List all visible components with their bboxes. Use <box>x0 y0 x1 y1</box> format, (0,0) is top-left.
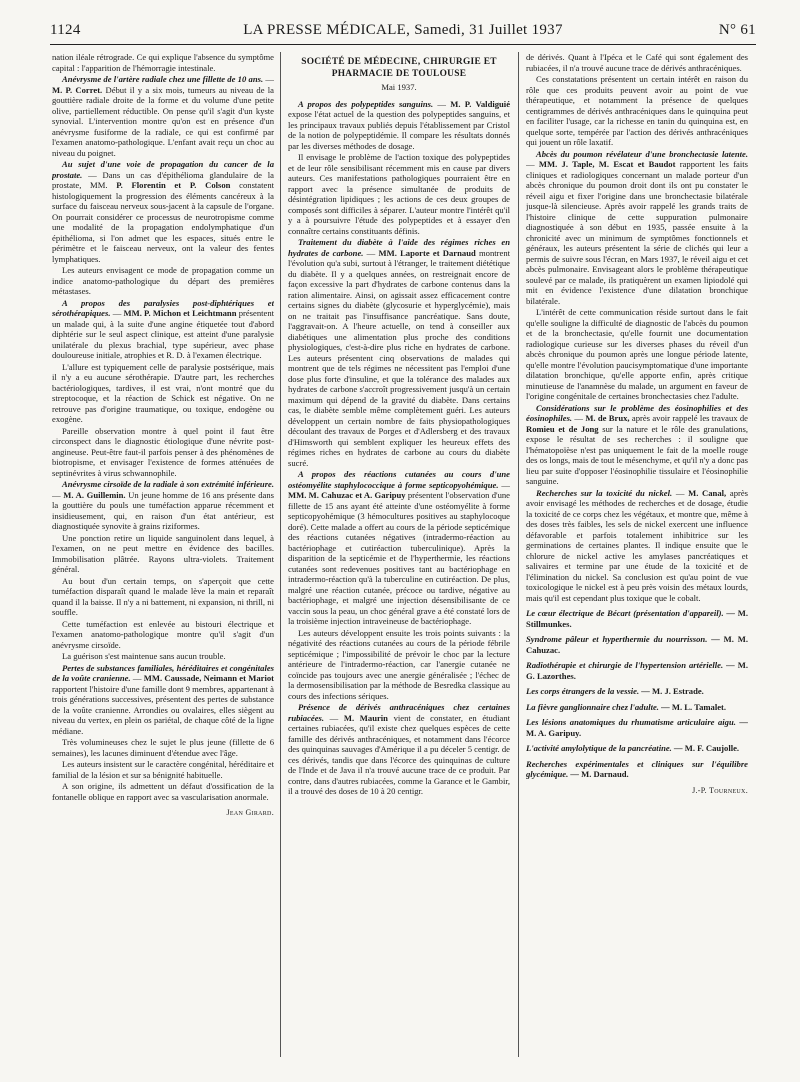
abstract-author: M. P. Valdiguié <box>450 98 510 109</box>
abstract-author: MM. P. Michon et Leichtmann <box>123 308 237 318</box>
paragraph: nation iléale rétrograde. Ce qui explique l'absence du symptôme capital : l'apparition de l'hémorragie intestinale. <box>52 52 274 73</box>
abstract-author: M. Maurin <box>343 712 388 723</box>
abstract-body: expose l'état actuel de la question des polypeptides sanguins, et les principaux travaux publiés depuis l'établissement par Cristol de la notion de polypeptidémie. Il compare les résultats donnés par les diverses méthodes de dosage. <box>288 109 510 151</box>
short-author: M. J. Estrade. <box>652 686 704 696</box>
abstract-lung-abscess: Abcès du poumon révélateur d'une bronchectasie latente. — MM. J. Taple, M. Escat et Baudot rapportent les faits cliniques et radiologiques concernant un malade porteur d'un abcès chronique du poumon droit dont ils ont pu constater le réveil aigu et fixer l'origine dans une bronchectasie bilatérale jusque-là silencieuse. Après avoir rappelé les grands traits de l'histoire clinique de cette suppuration pulmonaire diagnostiquée à son début en 1935, passée ensuite à la chronicité avec un minimum de symptômes fonctionnels et généraux, les auteurs présentent la série de clichés qui leur a permis de suivre sous l'écran, en Mars 1937, le réveil aigu et cet abcès pulmonaire. Envisageant alors le problème thérapeutique soulevé par ce malade, ils pratiquèrent un examen lipiodolé qui mit en évidence l'existence d'une dilatation bronchique bilatérale. <box>526 148 748 306</box>
paragraph: Les auteurs développent ensuite les trois points suivants : la négativité des réactions cutanées au cours de la période fébrile septicémique ; l'impossibilité de prévoir le choc par la lecture antérieure de l'intradermo-réaction, car l'anergie cutanée ne coïncide pas toujours avec une anergie généralisée ; l'échec de la dermosensibilisation par la méthode de Besredka classique au cours des infections sériques. <box>288 627 510 701</box>
abstract-body: Début il y a six mois, tumeurs au niveau de la gouttière radiale droite de la forme et du volume d'une petite olive, partiellement réductible. On pense qu'il s'agit d'un kyste synovial. L'intervention montre qu'on est en présence d'un anévrysme fusiforme de la radiale, ce qui est confirmé par l'examen anatomo-pathologique. L'enfant avait reçu un choc au niveau du poignet. <box>52 84 274 158</box>
paragraph: Ces constatations présentent un certain intérêt en raison du rôle que ces produits peuvent avoir au point de vue thérapeutique, et notamment la présence de quelques centigrammes de dérivés anthracéniques dans le quinquina peut en faciliter l'usage, car la richesse en tanin du quinquina est, en quelque sorte, tempérée par l'action des dérivés anthracéniques qui jouent un rôle laxatif. <box>526 74 748 147</box>
short-communication: Le cœur électrique de Bécart (présentation d'appareil). — M. Stillmunkes. <box>526 608 748 629</box>
short-title: Syndrome pâleur et hyperthermie du nourrisson. <box>526 634 708 644</box>
abstract-author: M. de Brux, <box>585 413 630 423</box>
short-author: M. Stillmunkes. <box>526 608 748 629</box>
column-rule-right <box>518 52 519 1057</box>
short-author: M. M. Cahuzac. <box>526 634 748 655</box>
journal-title: LA PRESSE MÉDICALE, Samedi, 31 Juillet 1937 <box>243 22 563 38</box>
short-communication: Les lésions anatomiques du rhumatisme articulaire aigu. — M. A. Garipuy. <box>526 717 748 738</box>
paragraph: Pareille observation montre à quel point il faut être circonspect dans le diagnostic étiologique d'une névrite post-angineuse. Peut-être faut-il parfois penser à des phénomènes de biotropisme, et envisager l'existence de formes atténuées de septinévrites à virus schwannophile. <box>52 425 274 478</box>
short-title: La fièvre ganglionnaire chez l'adulte. <box>526 701 659 712</box>
abstract-title: Abcès du poumon révélateur d'une bronchectasie latente. <box>536 148 748 159</box>
header-rule <box>50 44 756 45</box>
session-date: Mai 1937. <box>381 82 417 92</box>
short-author: M. G. Lazorthes. <box>526 660 748 681</box>
abstract-title: Pertes de substances familiales, héréditaires et congénitales de la voûte cranienne. <box>52 662 274 683</box>
short-communication: L'activité amylolytique de la pancréatine. — M. F. Caujolle. <box>526 743 740 753</box>
short-author: M. L. Tamalet. <box>671 701 727 712</box>
signature: J.-P. Tourneux. <box>692 785 748 795</box>
abstract-author: P. Florentin et P. Colson <box>116 180 231 190</box>
abstract-nickel-toxicity: Recherches sur la toxicité du nickel. — M. Canal, après avoir envisagé les méthodes de recherches et de dosage, étudie la toxicité de ce corps chez les végétaux, et montre que, même à des doses très faibles, les sels de nickel exercent une influence défavorable et parfois totalement inhibitrice sur les germinations de certaines plantes. Il indique ensuite que le chlorure de nickel active les amylases pancréatiques et salivaires et termine par une étude de la toxicité et de l'élimination du nickel. Sa conclusion est qu'au point de vue toxicologique le nickel est à peu près voisin des métaux lourds, mais qu'il est cependant plus toxique que le cobalt. <box>526 487 748 603</box>
short-title: Les corps étrangers de la vessie. <box>526 686 640 696</box>
column-right <box>526 52 748 1067</box>
paragraph: Cette tuméfaction est enlevée au bistouri électrique et l'examen anatomo-pathologique montre qu'il s'agit d'un anévrysme cirsoïde. <box>52 618 274 650</box>
paragraph: Il envisage le problème de l'action toxique des polypeptides et de leur rôle sensibilisant récemment mis en cause par divers auteurs. Ces manifestations pathologiques pourraient être en rapport avec la présence simultanée de produits de désintégration lipidiques ; les actions de ces deux groupes de composés sont difficiles à séparer. L'auteur montre l'intérêt qu'il y a à poursuivre l'étude des polypeptides et à essayer d'en connaître certains constituants définis. <box>288 152 510 236</box>
short-author: M. A. Garipuy. <box>526 727 582 738</box>
abstract-polypeptides: A propos des polypeptides sanguins. — M. P. Valdiguié expose l'état actuel de la question des polypeptides sanguins, et les principaux travaux publiés depuis l'établissement par Cristol de la notion de polypeptidémie. Il compare les résultats donnés par les diverses méthodes de dosage. <box>288 98 510 151</box>
abstract-cirsoid-aneurysm: Anévrysme cirsoïde de la radiale à son extrémité inférieure. — M. A. Guillemin. Un jeune homme de 16 ans présente dans la gouttière du pouls une tuméfaction apparue récemment et insidieusement, qui, en raison d'un état antérieur, est diagnostiquée synovite à grains riziformes. <box>52 479 274 531</box>
abstract-title: Recherches sur la toxicité du nickel. <box>536 487 673 498</box>
abstract-body: vient de constater, en étudiant certaines rubiacées, qu'il existe chez quelques espèces de cette famille des dérivés anthracéniques, et notamment dans l'écorce des quinquinas sauvages d'Amérique il a pu déceler 5 centigr. de ces dérivés, tandis que dans l'écorce des quinquinas de culture de l'Inde et de Java il n'a trouvé aucune trace de ce produit. Par contre, dans d'autres rubiacées, comme la Garance et le Gambir, il a trouvé des doses de 10 à 20 centigr. <box>288 712 510 796</box>
issue-number: N° 61 <box>718 22 756 38</box>
paragraph: Une ponction retire un liquide sanguinolent dans lequel, à l'examen, on ne peut mettre en évidence des bacilles. Immobilisation plâtrée. Rayons ultra-violets. Traitement général. <box>52 532 274 574</box>
short-author: M. Darnaud. <box>581 769 629 779</box>
abstract-title: Anévrysme de l'artère radiale chez une fillette de 10 ans. <box>62 74 264 84</box>
abstract-diabetes-diet: Traitement du diabète à l'aide des régimes riches en hydrates de carbone. — MM. Laporte et Darnaud montrent l'évolution qu'a subi, surtout à l'étranger, le traitement diététique du diabète. Il y a quelques années, on restreignait encore de façon excessive la part d'hydrates de carbone contenus dans la ration alimentaire. Ainsi, on agissait assez efficacement contre certains signes du diabète (glycosurie et hyperglycémie), mais on ne traitait pas l'insuffisance pancréatique. Sans doute, l'aggravait-on. A l'heure actuelle, on tend à conseiller aux diabétiques une alimentation plus proche des conditions physiologiques, c'est-à-dire plus riche en hydrates de carbone. Les auteurs présentent cinq observations de malades qui montrent que de tels régimes ne nécessitent pas l'emploi d'une dose plus forte d'insuline, et que la tolérance des malades aux hydrates de carbone s'accroît progressivement jusqu'à un certain maximum qui dépend de la gravité du diabète. Dans certains cas, le diabète semble même complètement guéri. Les auteurs développent un certain nombre de faits physiopathologiques découlant des travaux de Porges et d'Adlersberg et des travaux d'Himsworth qui semblent expliquer les heureux effets des régimes riches en hydrates de carbone au cours du diabète sucré. <box>288 237 510 468</box>
column-rule-left <box>280 52 281 1057</box>
paragraph: Les auteurs envisagent ce mode de propagation comme un indice anatomo-pathologique du départ des premières métastases. <box>52 265 274 296</box>
abstract-body: Un jeune homme de 16 ans présente dans la gouttière du pouls une tuméfaction apparue récemment et insidieusement, qui, en raison d'un état antérieur, est diagnostiquée synovite à grains riziformes. <box>52 489 274 531</box>
short-communication: La fièvre ganglionnaire chez l'adulte. — M. L. Tamalet. <box>526 701 727 712</box>
abstract-body: constatent histologiquement la progression des éléments cancéreux à la surface du faisceau nerveux sous-jacent à la capsule de l'organe. On pourrait considérer ce processus de neurotropisme comme une modalité de la propagation endolymphatique d'un épithélioma, si l'on admet que les espaces, situés entre le périmètre et le faisceau nerveux, ont la valeur des fentes lymphatiques. <box>52 180 274 264</box>
short-title: Les lésions anatomiques du rhumatisme articulaire aigu. <box>526 717 736 727</box>
abstract-body: après avoir envisagé les méthodes de recherches et de dosage, étudie la toxicité de ce corps chez les végétaux, et montre que, même à des doses très faibles, les sels de nickel exercent une influence défavorable et parfois totalement inhibitrice sur les germinations de certaines plantes. Il indique ensuite que le chlorure de nickel active les amylases pancréatiques et salivaires et termine par une étude de la toxicité et de l'élimination du nickel. Sa conclusion est qu'au point de vue toxicologique le nickel est à peu près voisin des métaux lourds, mais qu'il est cependant plus toxique que le cobalt. <box>526 487 748 603</box>
column-middle <box>288 52 510 1067</box>
abstract-title: A propos des réactions cutanées au cours d'une ostéomyélite staphylococcique à forme septicopyohémique. <box>288 469 510 490</box>
abstract-title: Au sujet d'une voie de propagation du cancer de la prostate. <box>52 159 274 180</box>
paragraph: de dérivés. Quant à l'Ipéca et le Café qui sont également des rubiacées, il n'a trouvé aucune trace de dérivés anthracéniques. <box>526 52 748 73</box>
abstract-author: MM. Laporte et Darnaud <box>378 247 476 258</box>
abstract-body: montrent l'évolution qu'a subi, surtout à l'étranger, le traitement diététique du diabète. Il y a quelques années, on restreignait encore de façon excessive la part d'hydrates de carbone contenus dans la ration alimentaire. Ainsi, on agissait assez efficacement contre certains signes du diabète (glycosurie et hyperglycémie), mais on ne traitait pas l'insuffisance pancréatique. Sans doute, l'aggravait-on. A l'heure actuelle, on tend à conseiller aux diabétiques une alimentation plus proche des conditions physiologiques, c'est-à-dire plus riche en hydrates de carbone. Les auteurs présentent cinq observations de malades qui montrent que de tels régimes ne nécessitent pas l'emploi d'une dose plus forte d'insuline, et que la tolérance des malades aux hydrates de carbone s'accroît progressivement jusqu'à un certain maximum qui dépend de la gravité du diabète. Dans certains cas, le diabète semble même complètement guéri. Les auteurs développent un certain nombre de faits physiopathologiques découlant des travaux de Porges et d'Adlersberg et des travaux d'Himsworth qui semblent expliquer les heureux effets des régimes riches en hydrates de carbone au cours du diabète sucré. <box>288 247 510 468</box>
abstract-author: M. A. Guillemin. <box>63 489 126 500</box>
abstract-body: présentent un malade qui, à la suite d'une angine étiquetée tout d'abord diphtérie sur le seul aspect clinique, est atteint d'une paralysie unilatérale du plexus brachial, type supérieur, avec phase douloureuse initiale, atrophies et R. D. à l'examen électrique. <box>52 308 274 360</box>
abstract-body: rapportent l'histoire d'une famille dont 9 membres, appartenant à trois générations successives, présentent des pertes de substance de la voûte cranienne. Arrondies ou ovalaires, elles siègent au niveau du vertex, en plein os pariétal, de chaque côté de la ligne médiane. <box>52 683 274 736</box>
abstract-author: MM. Caussade, Neimann et Mariot <box>143 673 274 683</box>
abstract-title: Anévrysme cirsoïde de la radiale à son extrémité inférieure. <box>62 479 274 489</box>
paragraph: L'intérêt de cette communication réside surtout dans le fait qu'elle souligne la difficulté de diagnostic de l'abcès du poumon et de la bronchectasie, qu'elle fournit une documentation radiologique curieuse sur les diverses phases du réveil d'un abcès chronique du poumon après une longue période latente, qu'elle montre l'évolution paucisymptomatique d'une importante dilatation bronchique, qu'elle apporte enfin, après critique minutieuse de l'anamnèse du malade, un argument en faveur de l'origine congénitale de certaines bronchectasies chez l'adulte. <box>526 307 748 401</box>
column-left <box>52 52 274 1067</box>
short-title: L'activité amylolytique de la pancréatine. <box>526 743 672 753</box>
short-title: Le cœur électrique de Bécart (présentation d'appareil). <box>526 608 724 618</box>
abstract-author: M. Canal, <box>688 487 727 498</box>
short-communication: Les corps étrangers de la vessie. — M. J. Estrade. <box>526 686 704 696</box>
abstract-body: Dans un cas d'épithélioma glandulaire de la prostate, MM. <box>52 169 274 190</box>
paragraph: A son origine, ils admettent un défaut d'ossification de la fontanelle oblique en rapport avec sa vascularisation anormale. <box>52 781 274 802</box>
abstract-title: Considérations sur le problème des éosinophilies et des éosinophiles. <box>526 402 748 423</box>
abstract-diphtheria-paralysis: A propos des paralysies post-diphtériques et sérothérapiques. — MM. P. Michon et Leichtmann présentent un malade qui, à la suite d'une angine étiquetée tout d'abord diphtérie sur le seul aspect clinique, est atteint d'une paralysie unilatérale du plexus brachial, type supérieur, avec phase douloureuse initiale, atrophies et R. D. à l'examen électrique. <box>52 297 274 360</box>
abstract-author: MM. J. Taple, M. Escat et Baudot <box>538 159 676 169</box>
abstract-author: MM. M. Cahuzac et A. Garipuy <box>288 490 406 500</box>
abstract-eosinophilia: Considérations sur le problème des éosinophilies et des éosinophiles. — M. de Brux, après avoir rappelé les travaux de Romieu et de Jong sur la nature et le rôle des granulations, expose le résultat de ses recherches : il souligne que l'hématopoïèse n'est pas uniquement le fait de la moelle rouge des os longs, mais de tout le mésenchyme, et qu'il n'y a donc pas lieu par suite d'opposer l'éosinophilie tissulaire et l'éosinophilie sanguine. <box>526 402 748 486</box>
abstract-title: A propos des polypeptides sanguins. <box>298 98 434 109</box>
short-communication: Syndrome pâleur et hyperthermie du nourrisson. — M. M. Cahuzac. <box>526 634 748 655</box>
paragraph: La guérison s'est maintenue sans aucun trouble. <box>62 651 226 661</box>
abstract-cranial-defects: Pertes de substances familiales, héréditaires et congénitales de la voûte cranienne. — MM. Caussade, Neimann et Mariot rapportent l'histoire d'une famille dont 9 membres, appartenant à trois générations successives, présentent des pertes de substance de la voûte cranienne. Arrondies ou ovalaires, elles siègent au niveau du vertex, en plein os pariétal, de chaque côté de la ligne médiane. <box>52 662 274 736</box>
society-heading: SOCIÉTÉ DE MÉDECINE, CHIRURGIE ET PHARMACIE DE TOULOUSE <box>301 57 497 79</box>
running-header <box>50 22 756 42</box>
short-communication: Recherches expérimentales et cliniques sur l'équilibre glycémique. — M. Darnaud. <box>526 758 748 779</box>
abstract-radial-aneurysm: Anévrysme de l'artère radiale chez une fillette de 10 ans. — M. P. Corret. Début il y a six mois, tumeurs au niveau de la gouttière radiale droite de la forme et du volume d'une petite olive, partiellement réductible. On pense qu'il s'agit d'un kyste synovial. L'intervention montre qu'on est en présence d'un anévrysme fusiforme de la radiale, ce qui est confirmé par l'examen anatomo-pathologique. L'enfant avait reçu un choc au niveau du poignet. <box>52 74 274 158</box>
abstract-osteomyelitis: A propos des réactions cutanées au cours d'une ostéomyélite staphylococcique à forme septicopyohémique. — MM. M. Cahuzac et A. Garipuy présentent l'observation d'une fillette de 15 ans ayant été atteinte d'une ostéomyélite à forme septicopyohémique (3 hémocultures positives au staphylocoque doré). Cette malade a offert au cours de la période septicémique des réactions cutanées négatives (intradermo-réaction au bactériophage et cutiréaction tuberculinique). Après la disparition de la septicémie et de l'hyperthermie, les réactions cutanées sont redevenues positives tant au bactériophage en intradermo-réaction qu'à la tuberculine en cutiréaction. De plus, malgré une réaction cutanée, précoce ou tardive, négative au bactériophage, et malgré une injection désensibilisante de ce vaccin sous la peau, un choc général grave a été constaté lors de la troisième injection intraveineuse de bactériophage. <box>288 469 510 626</box>
paragraph: Très volumineuses chez le sujet le plus jeune (fillette de 6 semaines), les lacunes diminuent d'étendue avec l'âge. <box>52 737 274 758</box>
abstract-author: M. P. Corret. <box>52 84 103 95</box>
abstract-author: Romieu et de Jong <box>526 423 599 434</box>
paragraph: Au bout d'un certain temps, on s'aperçoit que cette tuméfaction disparaît quand le malade lève la main et reparaît quand il la baisse. Il n'y a ni battement, ni expansion, ni thrill, ni souffle. <box>52 575 274 617</box>
abstract-title: Présence de dérivés anthracéniques chez certaines rubiacées. <box>288 702 510 723</box>
short-title: Radiothérapie et chirurgie de l'hypertension artérielle. <box>526 660 724 670</box>
abstract-body: rapportent les faits cliniques et radiologiques concernant un malade porteur d'un abcès chronique du poumon droit dont ils ont pu constater le réveil aigu et fixer l'origine dans une bronchectasie bilatérale jusque-là silencieuse. Après avoir rappelé les grands traits de l'histoire clinique de cette suppuration pulmonaire diagnostiquée à son début en 1935, passée ensuite à la chronicité avec un minimum de symptômes fonctionnels et généraux, les auteurs présentent la série de clichés qui leur a permis de suivre sous l'écran, en Mars 1937, le réveil aigu et cet abcès pulmonaire. Envisageant alors le problème thérapeutique soulevé par ce malade, ils pratiquèrent un examen lipiodolé qui mit en évidence l'existence d'une dilatation bronchique bilatérale. <box>526 159 748 306</box>
short-title: Recherches expérimentales et cliniques sur l'équilibre glycémique. <box>526 758 748 779</box>
abstract-anthracene-derivatives: Présence de dérivés anthracéniques chez certaines rubiacées. — M. Maurin vient de constater, en étudiant certaines rubiacées, qu'il existe chez quelques espèces de cette famille des dérivés anthracéniques, et notamment dans l'écorce des quinquinas sauvages d'Amérique il a pu déceler 5 centigr. de ces dérivés, tandis que dans l'écorce des quinquinas de culture de l'Inde et de Java il n'a trouvé aucune trace de ce produit. Par contre, dans d'autres rubiacées, comme la Garance et le Gambir, il a trouvé des doses de 10 à 20 centigr. <box>288 702 510 796</box>
abstract-prostate-cancer: Au sujet d'une voie de propagation du cancer de la prostate. — Dans un cas d'épithélioma glandulaire de la prostate, MM. P. Florentin et P. Colson constatent histologiquement la progression des éléments cancéreux à la surface du faisceau nerveux sous-jacent à la capsule de l'organe. On pourrait considérer ce processus de neurotropisme comme une modalité de la propagation endolymphatique d'un épithélioma, si l'on admet que les espaces, situés entre le périmètre et le faisceau nerveux, ont la valeur des fentes lymphatiques. <box>52 159 274 264</box>
abstract-body: sur la nature et le rôle des granulations, expose le résultat de ses recherches : il souligne que l'hématopoïèse n'est pas uniquement le fait de la moelle rouge des os longs, mais de tout le mésenchyme, et qu'il n'y a donc pas lieu par suite d'opposer l'éosinophilie tissulaire et l'éosinophilie sanguine. <box>526 423 748 486</box>
abstract-body: après avoir rappelé les travaux de <box>629 413 748 423</box>
abstract-title: A propos des paralysies post-diphtériques et sérothérapiques. <box>52 297 274 318</box>
paragraph: L'allure est typiquement celle de paralysie postsérique, mais il n'y a eu aucune sérothérapie. D'autre part, les recherches bactériologiques, tardives, il est vrai, n'ont montré que du streptocoque, et la réaction de Schick est négative. On ne retrouve pas d'origine traumatique, ou toxique, endogène ou exogène. <box>52 361 274 424</box>
abstract-title: Traitement du diabète à l'aide des régimes riches en hydrates de carbone. <box>288 237 510 258</box>
page-number: 1124 <box>50 22 81 38</box>
paragraph: Les auteurs insistent sur le caractère congénital, héréditaire et familial de la lésion et sur sa bénignité habituelle. <box>52 759 274 780</box>
short-author: M. F. Caujolle. <box>684 743 740 753</box>
abstract-body: présentent l'observation d'une fillette de 15 ans ayant été atteinte d'une ostéomyélite à forme septicopyohémique (3 hémocultures positives au staphylocoque doré). Cette malade a offert au cours de la période septicémique des réactions cutanées négatives (intradermo-réaction au bactériophage et cutiréaction tuberculinique). Après la disparition de la septicémie et de l'hyperthermie, les réactions cutanées sont redevenues positives tant au bactériophage en intradermo-réaction qu'à la tuberculine en cutiréaction. De plus, malgré une réaction cutanée, précoce ou tardive, négative au bactériophage, et malgré une injection désensibilisante de ce vaccin sous la peau, un choc général grave a été constaté lors de la troisième injection intraveineuse de bactériophage. <box>288 490 510 626</box>
signature: Jean Girard. <box>226 808 274 817</box>
short-communication: Radiothérapie et chirurgie de l'hypertension artérielle. — M. G. Lazorthes. <box>526 660 748 681</box>
